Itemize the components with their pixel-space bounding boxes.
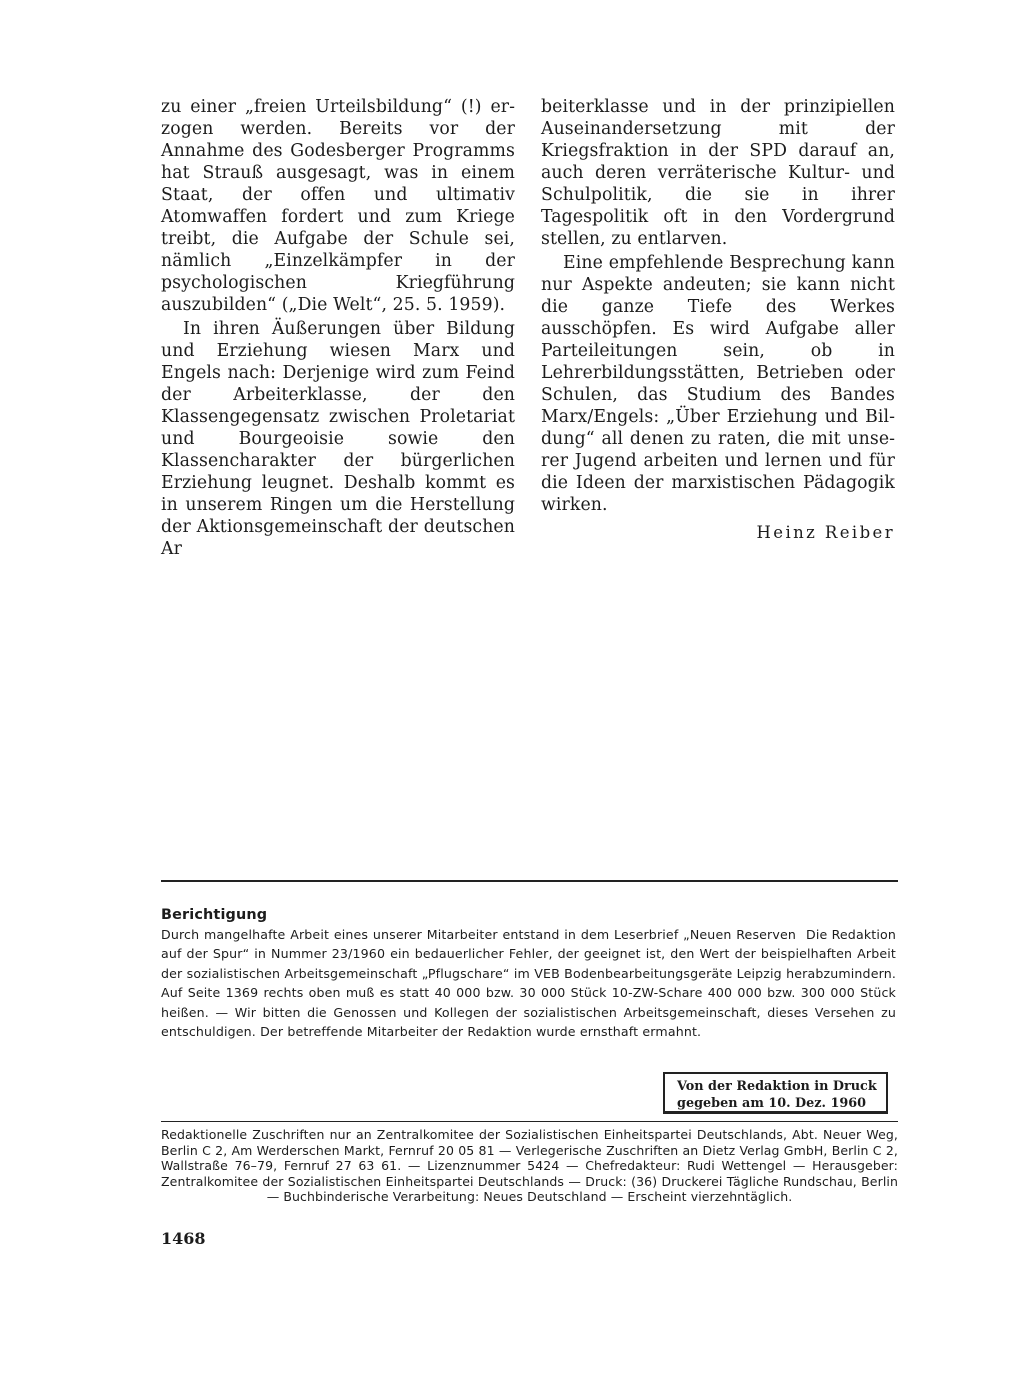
imprint-divider — [161, 1121, 898, 1122]
imprint-text: Redaktionelle Zuschriften nur an Zentralkomitee der Sozialistischen Einheitspartei Deutschlands, Abt. Neuer Weg, Berlin C 2, Am Werderschen Markt, Fernruf 20 05 81 — Verlegerische Zuschriften an Dietz Verlag GmbH, Berlin C 2, Wallstraße 76–79, Fernruf 27 63 61. — Lizenznummer 5424 — Chefredakteur: Rudi Wettengel — Herausgeber: Zentralkomitee der Sozialistischen Einheitspartei Deutschlands — Druck: (36) Druckerei Tägliche Rundschau, Berlin — Buchbinderische Verarbeitung: Neues Deutschland — Erscheint vierzehntäglich. — [161, 1127, 898, 1205]
correction-signoff: Die Redaktion — [806, 927, 896, 942]
right-text-column — [541, 96, 895, 544]
right-paragraph-1: beiterklasse und in der prinzipiellen Auseinandersetzung mit der Kriegsfraktion in der SPD darauf an, auch deren verräterische Kultur- und Schulpolitik, die sie in ihrer Tagespolitik oft in den Vordergrund stellen, zu entlarven. — [541, 97, 895, 249]
author-signature: Heinz Reiber — [756, 523, 895, 542]
right-paragraph-2: Eine empfehlende Besprechung kann nur Aspekte andeuten; sie kann nicht die ganze Tiefe des Werkes ausschöpfen. Es wird Aufgabe aller Parteileitungen sein, ob in Lehrerbildungsstätten, Betrieben oder Schulen, das Studium des Bandes Marx/Engels: „Über Erziehung und Bildung“ all denen zu raten, die mit unserer Jugend arbeiten und lernen und für die Ideen der marxistischen Pädagogik wirken. — [541, 253, 895, 515]
left-paragraph-1: zu einer „freien Urteilsbildung“ (!) erzogen werden. Bereits vor der Annahme des Godesberger Programms hat Strauß ausgesagt, was in einem Staat, der offen und ultimativ Atomwaffen fordert und zum Kriege treibt, die Aufgabe der Schule sei, nämlich „Einzelkämpfer in der psychologischen Kriegführung auszubilden“ („Die Welt“, 25. 5. 1959). — [161, 97, 515, 315]
correction-text: Durch mangelhafte Arbeit eines unserer Mitarbeiter entstand in dem Leserbrief „Neuen Reserven auf der Spur“ in Nummer 23/1960 ein bedauerlicher Fehler, der geeignet ist, den Wert der beispielhaften Arbeit der sozialistischen Arbeitsgemeinschaft „Pflugschare“ im VEB Bodenbearbeitungsgeräte Leipzig herabzumindern. Auf Seite 1369 rechts oben muß es statt 40 000 bzw. 30 000 Stück 10-ZW-Schare 400 000 bzw. 300 000 Stück heißen. — Wir bitten die Genossen und Kollegen der sozialistischen Arbeitsgemeinschaft, dieses Versehen zu entschuldigen. Der betreffende Mitarbeiter der Redaktion wurde ernsthaft ermahnt. — [161, 927, 896, 1040]
left-paragraph-2: In ihren Äußerungen über Bildung und Erziehung wiesen Marx und Engels nach: Derjenige wird zum Feind der Arbeiterklasse, der den Klassengegensatz zwischen Proletariat und Bourgeoisie sowie den Klassencharakter der bürgerlichen Erziehung leugnet. Deshalb kommt es in unserem Ringen um die Herstellung der Aktionsgemeinschaft der deutschen Ar — [161, 319, 515, 559]
page-number: 1468 — [161, 1229, 206, 1248]
print-date-line-2: gegeben am 10. Dez. 1960 — [677, 1096, 867, 1111]
print-date-box — [663, 1072, 888, 1114]
section-divider — [161, 880, 898, 882]
correction-heading: Berichtigung — [161, 907, 268, 923]
print-date-line-1: Von der Redaktion in Druck — [677, 1079, 877, 1094]
left-text-column — [161, 96, 515, 560]
imprint-block — [161, 1127, 898, 1205]
correction-notice — [161, 905, 896, 1041]
correction-body — [161, 925, 896, 1041]
